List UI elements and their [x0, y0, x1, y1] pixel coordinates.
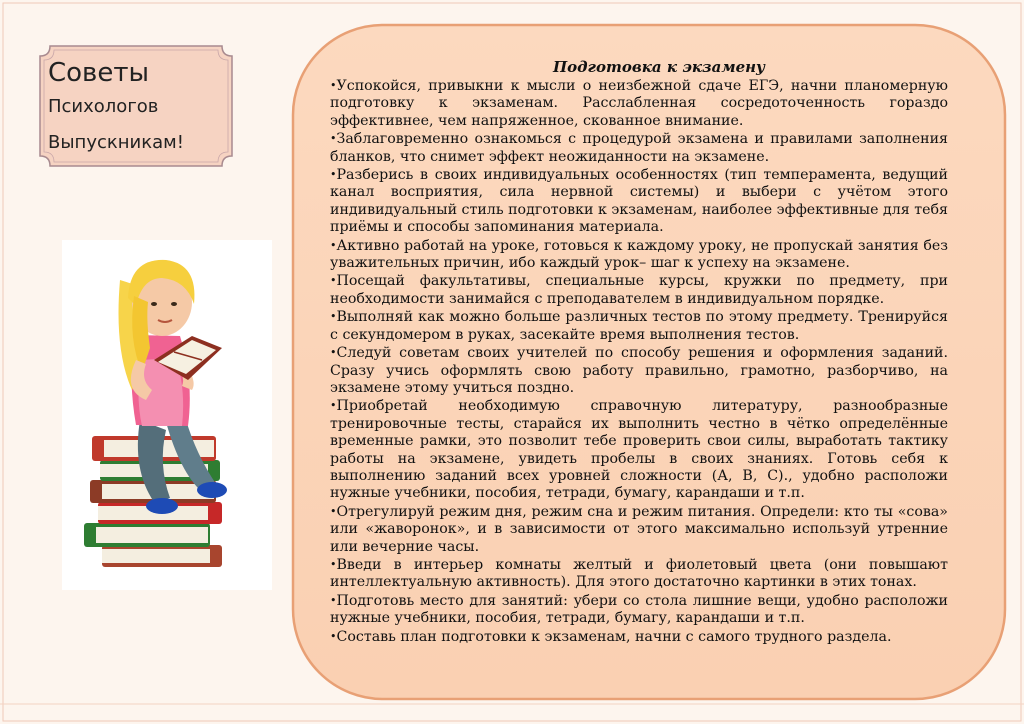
tip-text: Введи в интерьер комнаты желтый и фиолетовый цвета (они повышают интеллектуальную активность). Для этого достаточно картинки в этих тонах.: [330, 556, 948, 591]
tip-text: Посещай факультативы, специальные курсы, кружки по предмету, при необходимости занимайся с преподавателем в индивидуальном порядке.: [330, 273, 948, 307]
bullet-icon: •: [330, 79, 337, 92]
list-item: [330, 130, 948, 166]
title-line-2: Психологов: [48, 96, 159, 117]
bullet-icon: •: [330, 557, 337, 571]
bullet-icon: •: [330, 132, 337, 146]
section-heading: Подготовка к экзамену: [552, 58, 766, 76]
list-item: [330, 503, 948, 556]
list-item: [330, 397, 948, 502]
tip-text: Отрегулируй режим дня, режим сна и режим питания. Определи: кто ты «сова» или «жаворонок», и в зависимости от этого максимально используй утренние или вечерние часы.: [330, 503, 948, 555]
list-item: [330, 344, 948, 397]
tip-text: Успокойся, привыкни к мысли о неизбежной сдаче ЕГЭ, начни планомерную подготовку к экзаменам. Расслабленная сосредоточенность гораздо эффективнее, чем напряженное, скованное внимание.: [330, 78, 948, 129]
tip-text: Следуй советам своих учителей по способу решения и оформления заданий. Сразу учись оформлять свою работу правильно, грамотно, разборчиво, на экзамене этому учиться поздно.: [330, 345, 948, 396]
list-item: [330, 556, 948, 592]
bullet-icon: •: [330, 593, 337, 607]
bullet-icon: •: [330, 274, 337, 288]
tips-list: [330, 77, 948, 646]
list-item: [330, 628, 948, 646]
list-item: [330, 272, 948, 308]
tip-text: Подготовь место для занятий: убери со стола лишние вещи, удобно расположи нужные учебники, пособия, тетради, бумагу, карандаши и т.п.: [330, 592, 948, 627]
bullet-icon: •: [330, 399, 337, 413]
list-item: [330, 592, 948, 628]
tip-text: Выполняй как можно больше различных тестов по этому предмету. Тренируйся с секундомером в руках, засекайте время выполнения тестов.: [330, 309, 948, 343]
title-line-1: Советы: [48, 58, 150, 88]
tip-text: Приобретай необходимую справочную литературу, разнообразные тренировочные тесты, старайся их выполнить честно в чётко определённые временные рамки, это позволит тебе проверить свои силы, выработать тактику работы на экзамене, увидеть пробелы в своих знаниях. Готовь себя к выполнению заданий всех уровней сложности (А, В, С)., удобно расположи нужные учебники, пособия, тетради, бумагу, карандаши и т.п.: [330, 398, 948, 502]
tip-text: Заблаговременно ознакомься с процедурой экзамена и правилами заполнения бланков, что снимет эффект неожиданности на экзамене.: [330, 131, 948, 165]
title-line-3: Выпускникам!: [48, 132, 184, 153]
list-item: [330, 166, 948, 237]
list-item: [330, 308, 948, 344]
bullet-icon: •: [330, 346, 337, 360]
list-item: [330, 237, 948, 273]
tip-text: Активно работай на уроке, готовься к каждому уроку, не пропускай занятия без уважительных причин, ибо каждый урок– шаг к успеху на экзамене.: [330, 237, 948, 272]
tip-text: Составь план подготовки к экзаменам, начни с самого трудного раздела.: [336, 628, 892, 645]
tips-content: [330, 58, 948, 646]
list-item: [330, 77, 948, 130]
bullet-icon: •: [330, 238, 337, 252]
bullet-icon: •: [330, 310, 337, 324]
bullet-icon: •: [330, 504, 337, 518]
girl-reading-on-books-illustration: [62, 240, 272, 590]
bullet-icon: •: [330, 168, 337, 182]
bullet-icon: •: [330, 629, 337, 643]
tip-text: Разберись в своих индивидуальных особенностях (тип темперамента, ведущий канал восприятия, сила нервной системы) и выбери с учётом этого индивидуальный стиль подготовки к экзаменам, наиболее эффективные для тебя приёмы и способы запоминания материала.: [330, 167, 948, 236]
title-block: [48, 56, 228, 158]
